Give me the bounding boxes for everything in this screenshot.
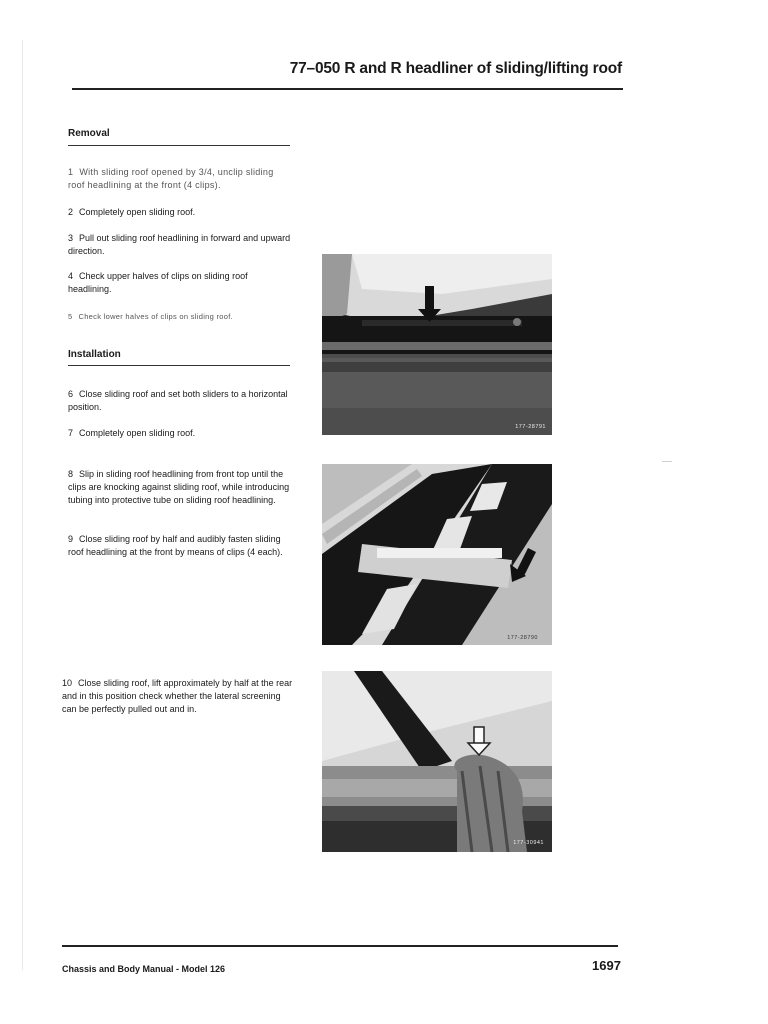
- step-number: 9: [68, 534, 74, 544]
- step-1: [68, 166, 293, 192]
- installation-heading: Installation: [68, 349, 121, 360]
- removal-heading: Removal: [68, 128, 110, 139]
- installation-rule: [68, 365, 290, 366]
- step-9: [68, 533, 293, 559]
- step-text: Close sliding roof, lift approximately by half at the rear and in this position check whether the lateral screening can be perfectly pulled out and in.: [62, 678, 293, 714]
- step-text: Completely open sliding roof.: [79, 428, 196, 438]
- photo-number: 177-30941: [513, 840, 544, 846]
- photo-headlining-slide-in: [322, 464, 552, 645]
- page-edge-shadow: [22, 40, 23, 970]
- margin-mark: [662, 461, 672, 462]
- header-rule: [72, 88, 623, 90]
- step-number: 3: [68, 233, 74, 243]
- photo-number: 177-28790: [507, 635, 538, 641]
- removal-rule: [68, 145, 290, 146]
- step-number: 5: [68, 312, 73, 321]
- step-text: Close sliding roof by half and audibly fasten sliding roof headlining at the front by means of clips (4 each).: [68, 534, 283, 557]
- step-7: [68, 427, 293, 440]
- step-text: Check lower halves of clips on sliding roof.: [78, 312, 234, 321]
- step-4: [68, 270, 293, 296]
- footer-manual: Chassis and Body Manual - Model 126: [62, 964, 226, 974]
- step-number: 8: [68, 469, 74, 479]
- step-text: With sliding roof opened by 3/4, unclip sliding roof headlining at the front (4 clips).: [68, 167, 274, 190]
- step-2: [68, 206, 293, 219]
- footer-rule: [62, 945, 618, 947]
- step-text: Completely open sliding roof.: [79, 207, 196, 217]
- step-number: 4: [68, 271, 74, 281]
- step-6: [68, 388, 293, 414]
- photo-roof-clips-front: [322, 254, 552, 435]
- step-text: Check upper halves of clips on sliding roof headlining.: [68, 271, 248, 294]
- step-text: Slip in sliding roof headlining from front top until the clips are knocking against sliding roof, while introducing tubing into protective tube on sliding roof headlining.: [68, 469, 290, 505]
- step-3: [68, 232, 293, 258]
- step-number: 2: [68, 207, 74, 217]
- step-number: 7: [68, 428, 74, 438]
- step-number: 6: [68, 389, 74, 399]
- step-5: [68, 310, 293, 323]
- step-number: 1: [68, 167, 74, 177]
- page-title: 77–050 R and R headliner of sliding/lifting roof: [289, 60, 622, 77]
- step-8: [68, 468, 293, 507]
- footer-page-number: 1697: [592, 958, 621, 973]
- step-10: [62, 677, 294, 716]
- photo-number: 177-28791: [515, 424, 546, 430]
- step-text: Close sliding roof and set both sliders to a horizontal position.: [68, 389, 288, 412]
- step-text: Pull out sliding roof headlining in forward and upward direction.: [68, 233, 291, 256]
- step-number: 10: [62, 678, 73, 688]
- photo-lateral-screening-check: [322, 671, 552, 852]
